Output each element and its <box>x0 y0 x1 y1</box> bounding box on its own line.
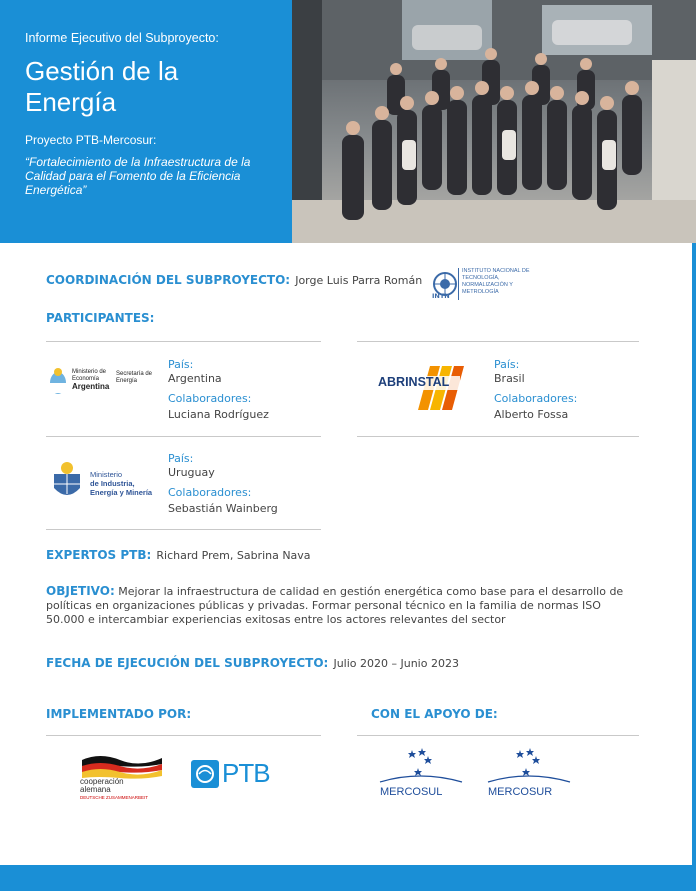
mercosul-logo <box>378 748 463 803</box>
experts-value: Richard Prem, Sabrina Nava <box>156 549 311 562</box>
intn-line4: METROLOGÍA <box>462 289 499 295</box>
coop-line1: cooperación <box>80 777 124 786</box>
intn-name <box>462 268 530 296</box>
coop-line2: alemana <box>80 785 111 794</box>
coordination-value: Jorge Luis Parra Román <box>295 274 423 287</box>
country-label: País: <box>168 452 194 465</box>
experts-label: EXPERTOS PTB: <box>46 548 152 562</box>
mercosul-wordmark: MERCOSUL <box>380 786 443 798</box>
footer-bar <box>0 865 696 891</box>
intn-line3: NORMALIZACIÓN Y <box>462 282 513 288</box>
experts-row <box>46 544 311 563</box>
argentina-logo-line2: Economía <box>72 376 100 382</box>
support-label: CON EL APOYO DE: <box>371 707 498 721</box>
argentina-logo <box>48 365 160 399</box>
divider <box>357 436 639 437</box>
argentina-logo-line4: Secretaría de <box>116 371 153 377</box>
uruguay-logo-line2: de Industria, <box>90 479 135 488</box>
objective-value: Mejorar la infraestructura de calidad en gestión energética como base para el desarrollo de políticas en organizaciones públicas y privadas. Formar personal técnico en la familia de normas ISO 50.000 e intercambiar experiencias exitosas entre los actores relevantes del sector <box>46 585 624 626</box>
project-name: Proyecto PTB-Mercosur: <box>25 133 157 147</box>
country-value: Argentina <box>168 372 222 385</box>
ptb-logo <box>190 758 275 792</box>
objective-row <box>46 584 640 627</box>
coop-line3: DEUTSCHE ZUSAMMENARBEIT <box>80 795 149 800</box>
dates-value: Julio 2020 – Junio 2023 <box>333 657 459 670</box>
hero-title-panel <box>0 0 292 243</box>
ptb-wordmark: PTB <box>222 758 270 788</box>
collaborator-value: Alberto Fossa <box>494 408 569 421</box>
participants-label: PARTICIPANTES: <box>46 311 155 325</box>
divider <box>46 735 321 736</box>
uruguay-logo-line3: Energía y Minería <box>90 488 153 497</box>
mercosur-stars-icon <box>486 748 571 788</box>
implemented-label: IMPLEMENTADO POR: <box>46 707 192 721</box>
mercosur-logo <box>486 748 571 803</box>
cooperacion-text <box>80 778 148 802</box>
objective-label: OBJETIVO: <box>46 584 115 598</box>
argentina-logo-line1: Ministerio de <box>72 369 107 375</box>
coordination-label: COORDINACIÓN DEL SUBPROYECTO: <box>46 273 291 287</box>
report-title: Gestión de la Energía <box>25 56 179 117</box>
argentina-shield-icon <box>48 367 68 397</box>
intn-logo <box>432 268 552 302</box>
group-photo-illustration <box>292 0 696 243</box>
hero-banner <box>0 0 696 243</box>
abrinstal-logo <box>378 364 473 412</box>
intn-line1: INSTITUTO NACIONAL DE <box>462 268 530 274</box>
project-quote: “Fortalecimiento de la Infraestructura de la Calidad para el Fomento de la Eficiencia Energética” <box>25 155 251 197</box>
divider <box>46 529 321 530</box>
uruguay-shield-icon <box>50 460 84 502</box>
collaborators-label: Colaboradores: <box>168 486 252 499</box>
intn-divider <box>458 268 459 300</box>
argentina-ministry <box>72 369 109 390</box>
group-photo <box>292 0 696 243</box>
collaborator-value: Luciana Rodríguez <box>168 408 269 421</box>
uruguay-logo <box>50 460 162 502</box>
abrinstal-wordmark: ABRINSTAL <box>378 375 450 389</box>
country-label: País: <box>494 358 520 371</box>
divider <box>357 735 639 736</box>
argentina-logo-line3: Argentina <box>72 382 110 391</box>
intn-line2: TECNOLOGÍA, <box>462 275 500 281</box>
coordination-row <box>46 269 426 288</box>
uruguay-logo-line1: Ministerio <box>90 470 123 479</box>
mercosur-wordmark: MERCOSUR <box>488 786 553 798</box>
report-supertitle: Informe Ejecutivo del Subproyecto: <box>25 31 219 45</box>
dates-label: FECHA DE EJECUCIÓN DEL SUBPROYECTO: <box>46 656 329 670</box>
divider <box>46 341 321 342</box>
intn-abbr: INTN <box>432 292 450 300</box>
ptb-emblem-icon <box>190 759 220 789</box>
collaborator-value: Sebastián Wainberg <box>168 502 278 515</box>
cooperacion-alemana-logo <box>80 752 170 802</box>
right-accent-border <box>692 243 696 865</box>
argentina-logo-line5: Energía <box>116 378 138 384</box>
country-value: Uruguay <box>168 466 215 479</box>
dates-row <box>46 652 459 671</box>
divider <box>357 341 639 342</box>
argentina-secretariat <box>116 371 152 385</box>
participant-brasil <box>494 358 577 422</box>
divider <box>46 436 321 437</box>
german-flag-wave-icon <box>80 752 164 780</box>
country-label: País: <box>168 358 194 371</box>
collaborators-label: Colaboradores: <box>494 392 578 405</box>
uruguay-ministry <box>90 470 152 497</box>
mercosul-stars-icon <box>378 748 463 788</box>
collaborators-label: Colaboradores: <box>168 392 252 405</box>
country-value: Brasil <box>494 372 525 385</box>
participant-argentina <box>168 358 269 422</box>
participant-uruguay <box>168 452 278 516</box>
